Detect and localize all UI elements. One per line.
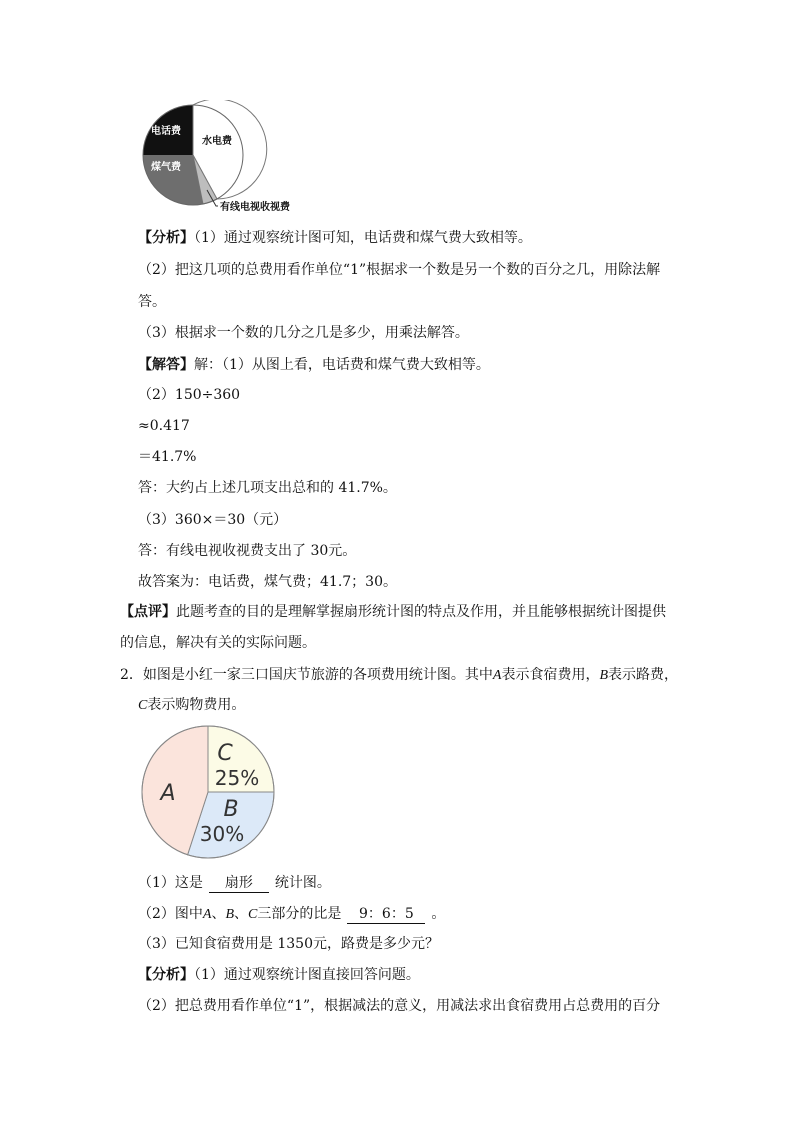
answer-pie-type: 扇形: [209, 874, 269, 893]
analysis-2-line-1: [138, 965, 420, 985]
question-2-part-2: [138, 904, 445, 925]
letter-a: A: [492, 668, 502, 683]
solution-line-7: 答：有线电视收视费支出了 30元。: [138, 543, 357, 559]
analysis-2-tag: 【分析】: [138, 967, 194, 983]
analysis-line-2: （2）把这几项的总费用看作单位“1”根据求一个数是另一个数的百分之几，用除法解: [138, 262, 661, 278]
pie-label-gas: 煤气费: [151, 162, 181, 173]
comment-line-1: [120, 602, 666, 622]
question-2-line-2: [138, 695, 245, 716]
comment-text-1: 此题考查的目的是理解掌握扇形统计图的特点及作用，并且能够根据统计图提供: [176, 604, 666, 620]
letter-b: B: [599, 668, 609, 683]
analysis-line-1: [138, 228, 532, 248]
pie-label-phone: 电话费: [151, 126, 181, 137]
solution-line-1: [138, 355, 490, 375]
part-1-text-end: 统计图。: [274, 875, 331, 891]
part-2-text-2: 三部分的比是: [257, 906, 342, 922]
travel-expense-pie-chart: [138, 722, 278, 862]
solution-line-5: 答：大约占上述几项支出总和的 41.7%。: [138, 480, 397, 496]
analysis-text-1: （1）通过观察统计图可知，电话费和煤气费大致相等。: [194, 230, 532, 246]
slice-c-percent: 25%: [214, 766, 260, 790]
part-2-text: （2）图中: [138, 906, 203, 922]
question-2-text-2: 表示食宿费用，: [501, 667, 600, 683]
solution-line-6: （3）360×＝30（元）: [138, 512, 288, 528]
solution-line-2: （2）150÷360: [138, 387, 241, 403]
analysis-line-3: 答。: [138, 294, 166, 310]
solution-text-1: 解：（1）从图上看，电话费和煤气费大致相等。: [194, 357, 490, 373]
separator-2: 、: [234, 906, 249, 922]
answer-ratio: 9：6：5: [347, 905, 425, 924]
comment-line-2: 的信息，解决有关的实际问题。: [120, 635, 316, 651]
analysis-2-line-2: （2）把总费用看作单位“1”，根据减法的意义，用减法求出食宿费用占总费用的百分: [138, 998, 661, 1014]
solution-tag: 【解答】: [138, 357, 194, 373]
letter-b-2: B: [225, 907, 235, 922]
part-1-text: （1）这是: [138, 875, 203, 891]
expense-pie-chart: [138, 100, 298, 218]
part-2-period: 。: [431, 906, 446, 922]
slice-b-percent: 30%: [199, 822, 245, 846]
letter-c-2: C: [248, 907, 258, 922]
analysis-2-text-1: （1）通过观察统计图直接回答问题。: [194, 967, 420, 983]
comment-tag: 【点评】: [120, 604, 176, 620]
letter-c: C: [138, 698, 148, 713]
question-2-part-3: （3）已知食宿费用是 1350元，路费是多少元？: [138, 936, 439, 952]
question-2-part-1: [138, 873, 331, 893]
analysis-tag: 【分析】: [138, 230, 194, 246]
question-2-text-1: 2．如图是小红一家三口国庆节旅游的各项费用统计图。其中: [120, 667, 493, 683]
question-2-text-3: 表示路费，: [608, 667, 679, 683]
analysis-line-4: （3）根据求一个数的几分之几是多少，用乘法解答。: [138, 325, 469, 341]
pie-label-cable: 有线电视收视费: [220, 202, 290, 213]
question-2-line-1: [120, 665, 678, 686]
letter-a-2: A: [202, 907, 212, 922]
solution-line-3: ≈0.417: [138, 418, 190, 434]
question-2-text-4: 表示购物费用。: [147, 697, 246, 713]
separator-1: 、: [211, 906, 226, 922]
solution-line-4: ＝41.7%: [138, 449, 197, 465]
slice-a-label: A: [160, 781, 176, 806]
pie-label-water: 水电费: [202, 136, 232, 147]
slice-b-label: B: [223, 797, 239, 822]
solution-line-8: 故答案为：电话费，煤气费；41.7；30。: [138, 574, 397, 590]
slice-c-label: C: [217, 741, 233, 766]
